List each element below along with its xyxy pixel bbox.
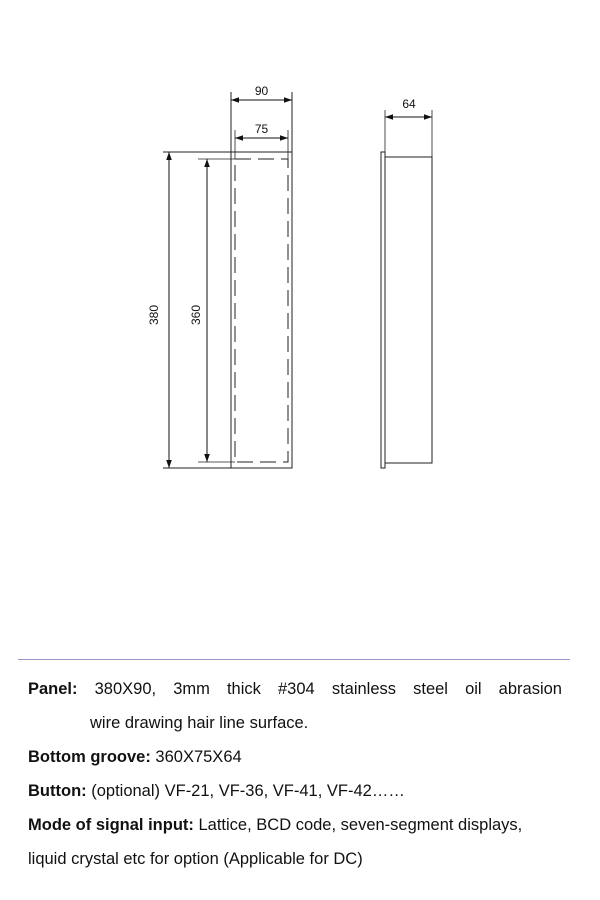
spec-panel-word: abrasion — [498, 680, 562, 698]
spec-panel-word: stainless — [331, 680, 397, 698]
spec-panel-word: thick — [226, 680, 261, 698]
section-divider — [18, 659, 570, 660]
spec-bottom-groove-label: Bottom groove: — [28, 748, 151, 766]
groove-hidden-outline — [235, 159, 288, 462]
spec-panel — [28, 672, 562, 706]
spec-signal-input-value: Lattice, BCD code, seven-segment displays, — [198, 816, 523, 834]
spec-panel-label: Panel: — [28, 680, 78, 698]
dimension-outer-width — [231, 84, 292, 100]
spec-signal-input-continuation: liquid crystal etc for option (Applicable for DC) — [28, 850, 363, 868]
side-view — [381, 110, 432, 468]
spec-signal-input — [28, 808, 573, 842]
spec-panel-word: 380X90, — [94, 680, 157, 698]
dimension-inner-width — [235, 122, 288, 138]
dimension-depth — [385, 97, 432, 117]
spec-panel-continuation: wire drawing hair line surface. — [90, 714, 309, 732]
dimension-outer-height — [147, 152, 169, 468]
side-groove-body — [385, 157, 432, 463]
specifications — [28, 672, 573, 876]
spec-bottom-groove — [28, 740, 573, 774]
side-panel-plate — [381, 152, 385, 468]
spec-panel-word: #304 — [278, 680, 315, 698]
spec-button — [28, 774, 573, 808]
dimension-inner-height — [189, 159, 207, 462]
panel-outline — [231, 152, 292, 468]
dimension-label-depth: 64 — [402, 97, 416, 111]
spec-panel-word: oil — [465, 680, 482, 698]
spec-bottom-groove-value: 360X75X64 — [155, 748, 242, 766]
spec-panel-word: steel — [413, 680, 448, 698]
spec-button-value: (optional) VF-21, VF-36, VF-41, VF-42…… — [91, 782, 405, 800]
dimension-label-outer-width: 90 — [254, 84, 269, 98]
dimension-label-outer-height: 380 — [147, 304, 161, 326]
dimension-label-inner-height: 360 — [189, 304, 203, 326]
spec-panel-word: 3mm — [173, 680, 210, 698]
front-view — [163, 92, 292, 468]
dimension-label-inner-width: 75 — [254, 122, 269, 136]
spec-signal-input-label: Mode of signal input: — [28, 816, 194, 834]
spec-button-label: Button: — [28, 782, 87, 800]
